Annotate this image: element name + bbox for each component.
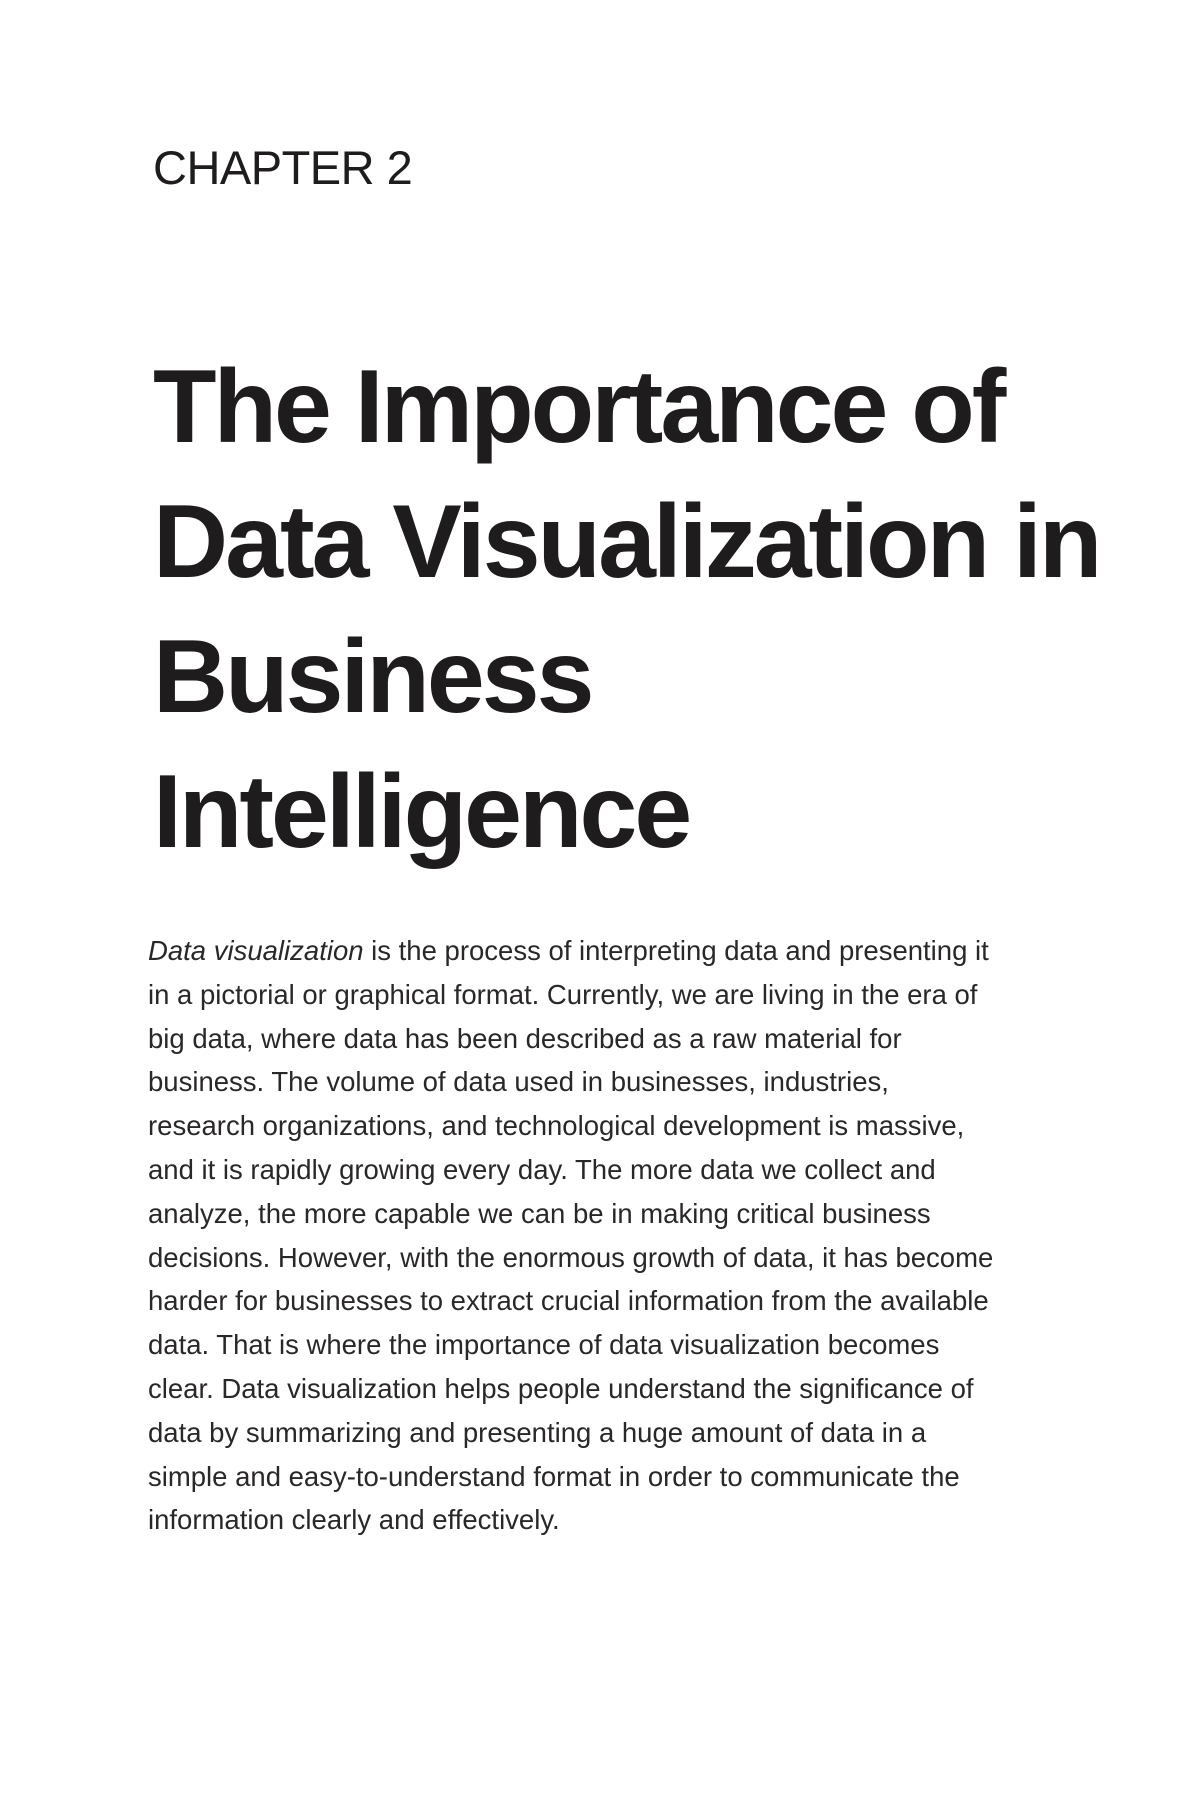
paragraph-line: big data, where data has been described as a raw material for (148, 1022, 902, 1054)
chapter-title-line: Data Visualization in (153, 484, 1100, 600)
paragraph-line: simple and easy-to-understand format in order to communicate the (148, 1460, 960, 1492)
paragraph-line: information clearly and effectively. (148, 1504, 560, 1536)
chapter-title (153, 340, 1099, 880)
paragraph-line: data. That is where the importance of data visualization becomes (148, 1329, 940, 1361)
chapter-title-line: Business (153, 619, 592, 735)
paragraph-line: harder for businesses to extract crucial information from the available (148, 1285, 989, 1317)
paragraph-line: in a pictorial or graphical format. Currently, we are living in the era of (148, 978, 978, 1010)
chapter-number: CHAPTER 2 (153, 141, 413, 194)
paragraph-line-text: is the process of interpreting data and presenting it (363, 935, 989, 966)
body-paragraph (148, 929, 1098, 1542)
paragraph-line: research organizations, and technological development is massive, (148, 1110, 965, 1142)
paragraph-line: and it is rapidly growing every day. The more data we collect and (148, 1153, 936, 1185)
paragraph-line: business. The volume of data used in businesses, industries, (148, 1066, 889, 1098)
chapter-title-line: Intelligence (153, 754, 690, 870)
paragraph-line: data by summarizing and presenting a huge amount of data in a (148, 1416, 927, 1448)
paragraph-line: clear. Data visualization helps people understand the significance of (148, 1372, 974, 1404)
paragraph-line (148, 929, 1098, 973)
emphasized-term: Data visualization (148, 935, 364, 966)
paragraph-line: analyze, the more capable we can be in making critical business (148, 1197, 931, 1229)
paragraph-line: decisions. However, with the enormous growth of data, it has become (148, 1241, 994, 1273)
chapter-title-line: The Importance of (153, 349, 1004, 465)
